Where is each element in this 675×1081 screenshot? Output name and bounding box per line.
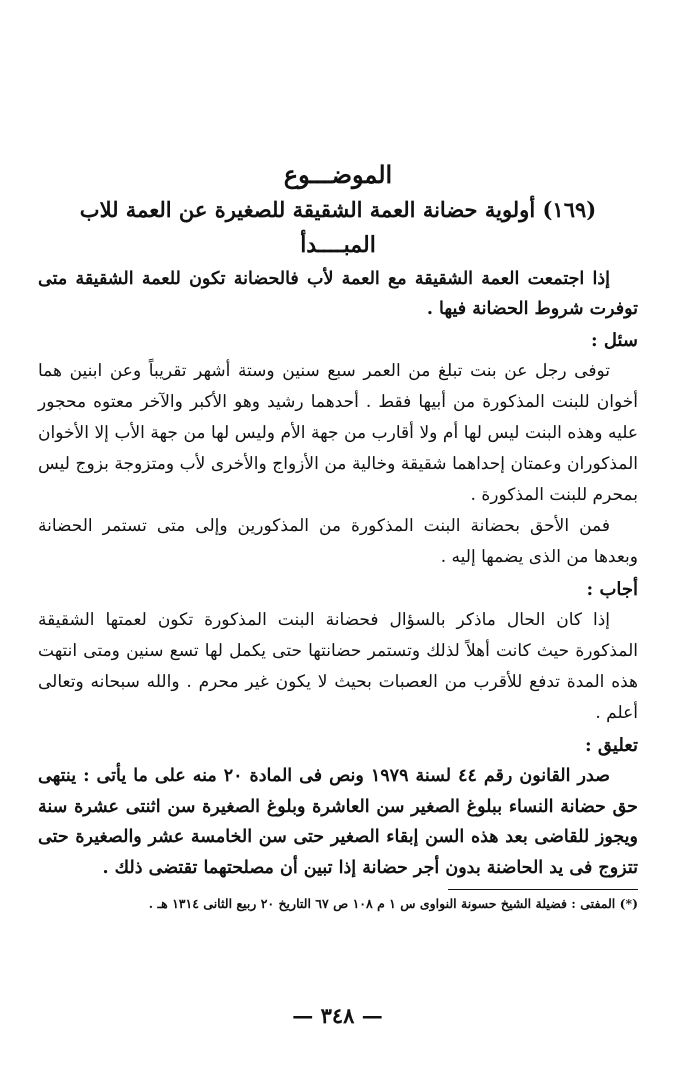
comment-label: تعليق :	[584, 735, 638, 756]
document-page	[38, 160, 638, 914]
question-label: سئل :	[590, 330, 638, 351]
answer-text: إذا كان الحال ماذكر بالسؤال فحضانة البنت المذكورة تكون لعمتها الشقيقة المذكورة حيث كانت أهلاً لذلك وتستمر حضانتها حتى يكمل لها تسع سنين ومتى انتهت هذه المدة تدفع للأقرب من العصبات بحيث لا يكون غير محرم . والله سبحانه وتعالى أعلم .	[38, 610, 638, 723]
footnote-divider	[448, 889, 638, 890]
question-paragraph-2: فمن الأحق بحضانة البنت المذكورة من المذكورين وإلى متى تستمر الحضانة وبعدها من الذى يضمها إليه .	[38, 516, 638, 567]
comment-text: صدر القانون رقم ٤٤ لسنة ١٩٧٩ ونص فى المادة ٢٠ منه على ما يأتى : ينتهى حق حضانة النساء ببلوغ الصغير سن العاشرة وبلوغ الصغيرة سن اثنتى عشرة سنة ويجوز للقاضى بعد هذه السن إبقاء الصغير حتى سن الخامسة عشر والصغيرة حتى تتزوج فى يد الحاضنة بدون أجر حضانة إذا تبين أن مصلحتهما تقتضى ذلك .	[38, 766, 638, 878]
question-paragraph-1: توفى رجل عن بنت تبلغ من العمر سبع سنين وستة أشهر تقريباً وعن ابنين هما أخوان للبنت المذكورة من أبيها فقط . أحدهما رشيد وهو الأكبر والآخر معتوه محجور عليه وهذه البنت ليس لها أم ولا أقارب من جهة الأم وليس لها من جهة الأب إلا الأخوان المذكوران وعمتان إحداهما شقيقة وخالية من الأزواج والأخرى لأب ومتزوجة بزوج ليس بمحرم للبنت المذكورة .	[38, 361, 638, 505]
page-number: — ٣٤٨ —	[292, 1003, 383, 1028]
principle-text: إذا اجتمعت العمة الشقيقة مع العمة لأب فالحضانة تكون للعمة الشقيقة متى توفرت شروط الحضانة فيها .	[38, 269, 638, 319]
answer-label: أجاب :	[586, 579, 638, 600]
principle-heading: المبــــدأ	[300, 232, 376, 258]
footnote: (*) المفتى : فضيلة الشيخ حسونة النواوى س ١ م ١٠٨ ص ٦٧ التاريخ ٢٠ ربيع الثانى ١٣١٤ هـ .	[148, 896, 638, 911]
fatwa-title: (١٦٩) أولوية حضانة العمة الشقيقة للصغيرة عن العمة للاب	[79, 197, 597, 222]
subject-heading: الموضـــوع	[283, 160, 393, 189]
